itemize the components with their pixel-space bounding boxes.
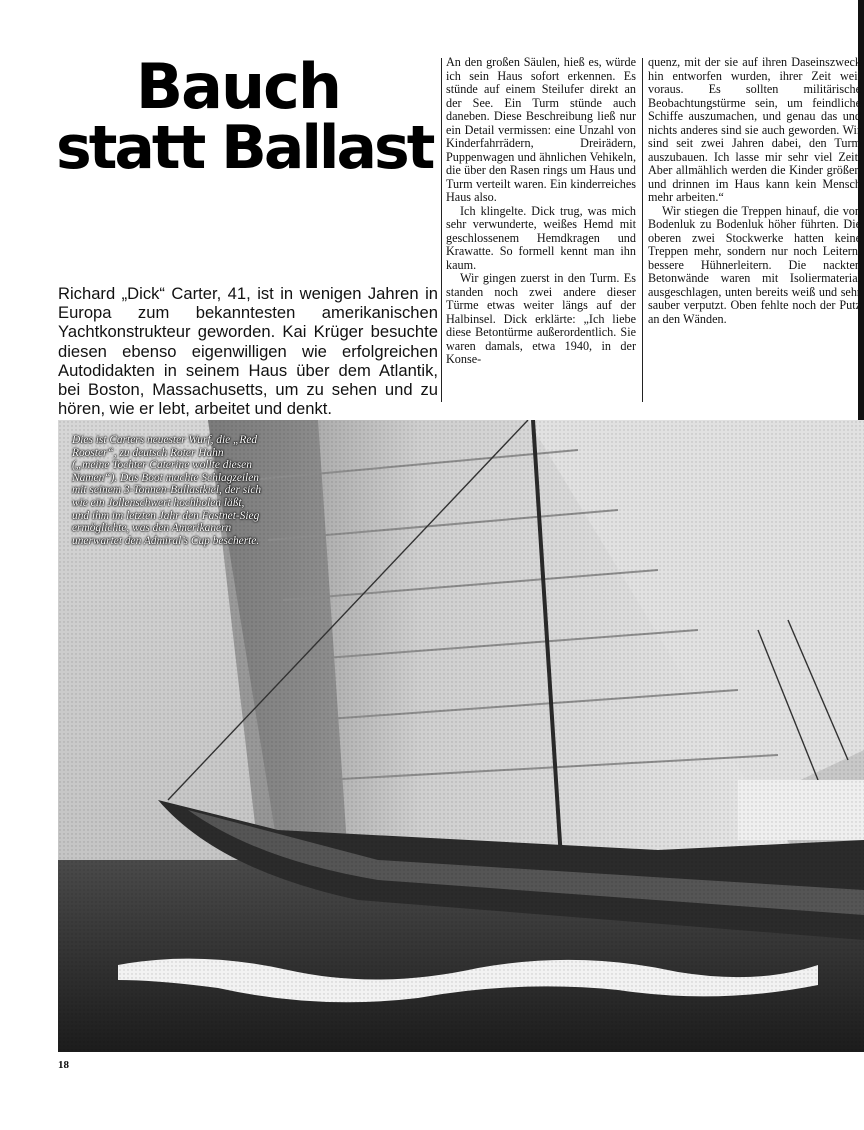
article-column-2 xyxy=(446,56,636,367)
lead-paragraph: Richard „Dick“ Carter, 41, ist in wenigen Jahren in Europa zum bekanntesten amerikanischen Yachtkonstrukteur geworden. Kai Krüger besuchte diesen ebenso eigenwilligen wie erfolgreichen Autodidakten in seinem Haus über dem Atlantik, bei Boston, Massachusetts, um zu sehen und zu hören, wie er lebt, arbeitet und denkt. xyxy=(58,284,438,419)
headline-line-2: statt Ballast xyxy=(56,113,433,183)
column-rule xyxy=(642,58,643,402)
column-rule xyxy=(441,58,442,402)
body-paragraph: quenz, mit der sie auf ihren Daseinszweck hin entworfen wurden, ihrer Zeit weit voraus. Es sollten militärische Beobachtungstürme sein, um feindliche Schiffe auszumachen, und genau das und nichts anderes sind sie auch geworden. Wir sind seit zwei Jahren dabei, den Turm auszubauen. Ich lasse mir sehr viel Zeit. Aber allmählich werden die Kinder größer, und drinnen im Haus kann kein Mensch mehr arbeiten.“ xyxy=(648,55,861,204)
headline-line-1: Bauch xyxy=(135,50,340,123)
page-number: 18 xyxy=(58,1059,69,1071)
body-paragraph: Wir gingen zuerst in den Turm. Es standen noch zwei andere dieser Türme etwas weiter längs auf der Halbinsel. Dick erklärte: „Ich liebe diese Betontürme außerordentlich. Sie waren damals, etwa 1940, in der Konse- xyxy=(446,271,636,366)
body-paragraph: Ich klingelte. Dick trug, was mich sehr verwunderte, weißes Hemd mit geschlossenem Hemdkragen und Krawatte. So formell kennt man ihn kaum. xyxy=(446,203,636,272)
body-paragraph: Wir stiegen die Treppen hinauf, die von Bodenluk zu Bodenluk höher führten. Die oberen zwei Stockwerke hatten keine Treppen mehr, sondern nur noch Leitern, bessere Hühnerleitern. Die nackten Betonwände waren mit Isoliermaterial ausgeschlagen, unten bereits weiß und sehr sauber verputzt. Oben fehlte noch der Putz an den Wänden. xyxy=(648,203,861,326)
photo-caption: Dies ist Carters neuester Wurf, die „Red Rooster“, zu deutsch Roter Hahn („meine Tochter Caterine wollte diesen Namen“). Das Boot machte Schlagzeilen mit seinem 3-Tonnen-Ballastkiel, der sich wie ein Jollenschwert hochholen läßt, und ihm im letzten Jahr den Fastnet-Sieg ermöglichte, was den Amerikanern unerwartet den Admiral’s Cup bescherte. xyxy=(72,434,262,547)
headline xyxy=(56,50,438,183)
sailboat-photo xyxy=(58,420,864,1052)
body-paragraph: An den großen Säulen, hieß es, würde ich sein Haus sofort erkennen. Es stünde auf einem Steilufer direkt an der See. Ein Turm stünde auch daneben. Diese Beschreibung ließ nur ein Detail vermissen: eine Unzahl von Kinderfahrrädern, Dreirädern, Puppenwagen und ähnlichen Vehikeln, die über den Rasen rings um Haus und Turm verteilt waren. Ein kinderreiches Haus also. xyxy=(446,55,636,204)
article-column-3 xyxy=(648,56,861,326)
